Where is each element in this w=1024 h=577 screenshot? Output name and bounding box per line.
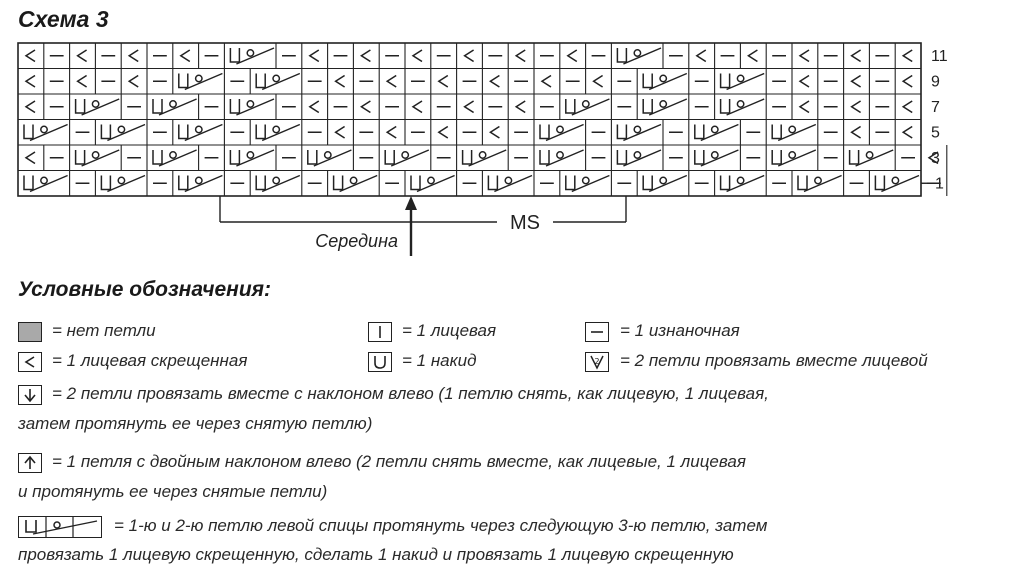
yarn-over-icon [368,352,392,372]
legend-pass-over-line2: провязать 1 лицевую скрещенную, сделать 1 накид и провязать 1 лицевую скрещенную [18,545,734,564]
center-label: Середина [315,231,398,251]
legend-yarn-over: = 1 накид [402,351,477,370]
legend-pass-over-line1: = 1-ю и 2-ю петлю левой спицы протянуть через следующую 3-ю петлю, затем [114,516,768,535]
double-decrease-icon [18,453,42,473]
purl-icon [585,322,609,342]
legend-knit: = 1 лицевая [402,321,497,340]
legend-double-decrease-line2: и протянуть ее через снятые петли) [18,482,328,501]
legend-no-stitch: = нет петли [52,321,156,340]
row-label: 1 [935,175,944,193]
twisted-knit-icon [18,352,42,372]
row-label: 11 [931,48,948,65]
knitting-chart [0,0,1024,265]
pass-over-cross-icon [18,516,102,538]
no-stitch-icon [18,322,42,342]
svg-text:2: 2 [594,357,600,366]
row-label: 7 [931,99,940,116]
center-arrow-head [405,196,417,210]
legend-purl: = 1 изнаночная [620,321,740,340]
legend-ssk-line1: = 2 петли провязать вместе с наклоном влево (1 петлю снять, как лицевую, 1 лицевая, [52,384,769,403]
knit-icon [368,322,392,342]
legend-twisted-knit: = 1 лицевая скрещенная [52,351,248,370]
k2tog-icon [585,352,609,372]
legend-k2tog: = 2 петли провязать вместе лицевой [620,351,928,370]
ssk-icon [18,385,42,405]
row-label: 9 [931,73,940,91]
row-label: 5 [931,124,940,142]
ms-label: MS [510,212,540,234]
row-label: 3 [931,150,940,167]
chart-title: Схема 3 [18,6,109,32]
legend-double-decrease-line1: = 1 петля с двойным наклоном влево (2 петли снять вместе, как лицевые, 1 лицевая [52,452,746,471]
legend-ssk-line2: затем протянуть ее через снятую петлю) [18,414,373,433]
legend-title: Условные обозначения: [18,278,272,301]
